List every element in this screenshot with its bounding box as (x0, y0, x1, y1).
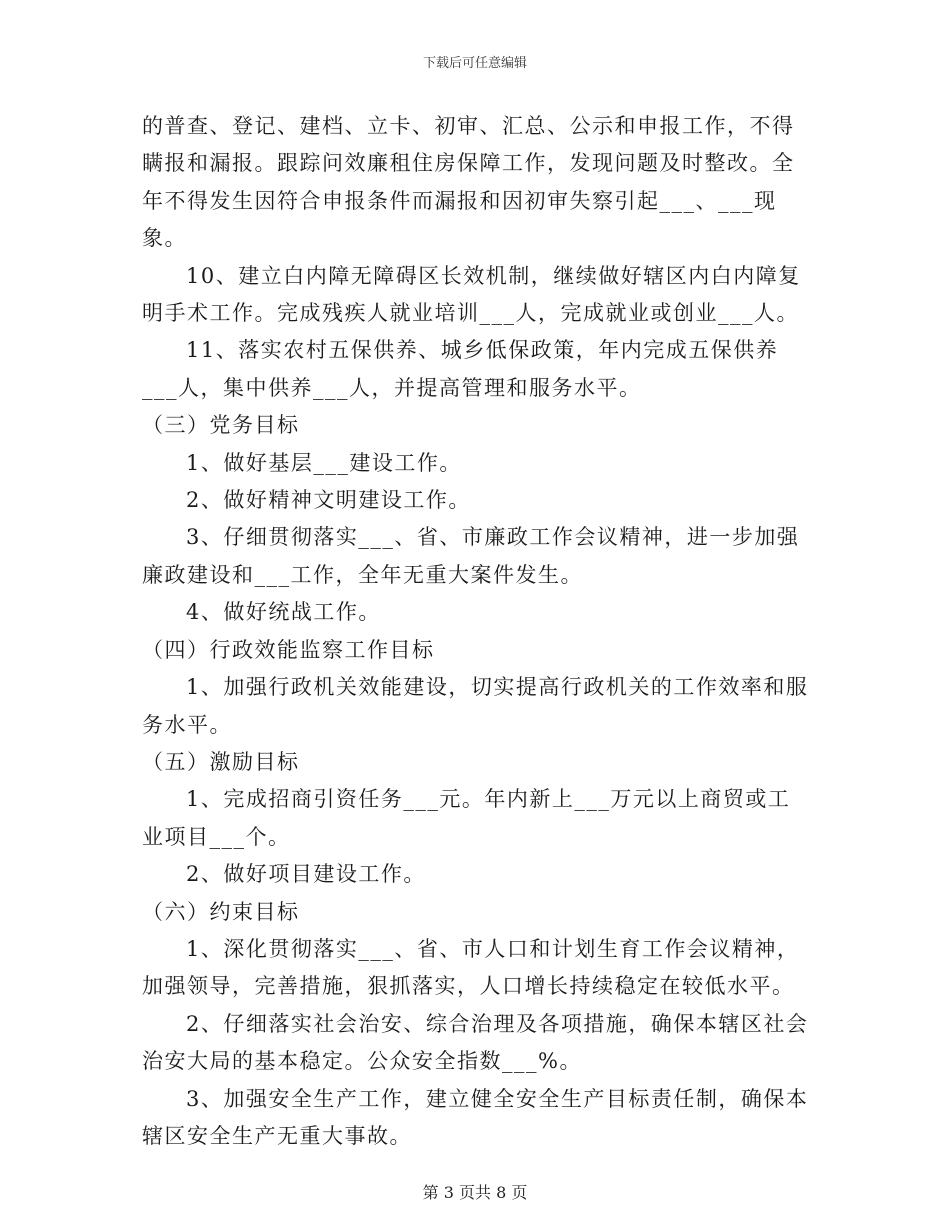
paragraph-constraint-1: 1、深化贯彻落实___、省、市人口和计划生育工作会议精神，加强领导，完善措施，狠抓落实，人口增长持续稳定在较低水平。 (142, 936, 800, 999)
paragraph-constraint-3: 3、加强安全生产工作，建立健全安全生产目标责任制，确保本辖区安全生产无重大事故。 (142, 1086, 809, 1148)
paragraph-continuation: 的普查、登记、建档、立卡、初审、汇总、公示和申报工作，不得瞒报和漏报。跟踪问效廉租住房保障工作，发现问题及时整改。全年不得发生因符合申报条件而漏报和因初审失察引起___、___现象。 (142, 114, 795, 251)
paragraph-efficiency-1: 1、加强行政机关效能建设，切实提高行政机关的工作效率和服务水平。 (142, 675, 809, 737)
section-heading-constraint: （六）约束目标 (142, 899, 300, 924)
paragraph-party-2: 2、做好精神文明建设工作。 (186, 488, 471, 513)
page-header-note: 下载后可任意编辑 (422, 56, 527, 71)
section-heading-incentive: （五）激励目标 (142, 749, 300, 774)
paragraph-party-3: 3、仔细贯彻落实___、省、市廉政工作会议精神，进一步加强廉政建设和___工作，全年无重大案件发生。 (142, 525, 800, 587)
page-number: 第 3 页共 8 页 (422, 1183, 528, 1202)
paragraph-party-4: 4、做好统战工作。 (186, 600, 381, 625)
paragraph-constraint-2: 2、仔细落实社会治安、综合治理及各项措施，确保本辖区社会治安大局的基本稳定。公众安全指数___%。 (142, 1011, 809, 1074)
section-heading-efficiency: （四）行政效能监察工作目标 (142, 637, 435, 662)
section-heading-party-affairs: （三）党务目标 (142, 413, 300, 438)
paragraph-party-1: 1、做好基层___建设工作。 (186, 450, 462, 475)
paragraph-incentive-1: 1、完成招商引资任务___元。年内新上___万元以上商贸或工业项目___个。 (142, 787, 791, 849)
paragraph-item-10: 10、建立白内障无障碍区长效机制，继续做好辖区内白内障复明手术工作。完成残疾人就业培训___人，完成就业或创业___人。 (142, 263, 801, 326)
paragraph-incentive-2: 2、做好项目建设工作。 (186, 862, 426, 887)
document-body (142, 108, 810, 1155)
paragraph-item-11: 11、落实农村五保供养、城乡低保政策，年内完成五保供养___人，集中供养___人，并提高管理和服务水平。 (142, 338, 779, 400)
